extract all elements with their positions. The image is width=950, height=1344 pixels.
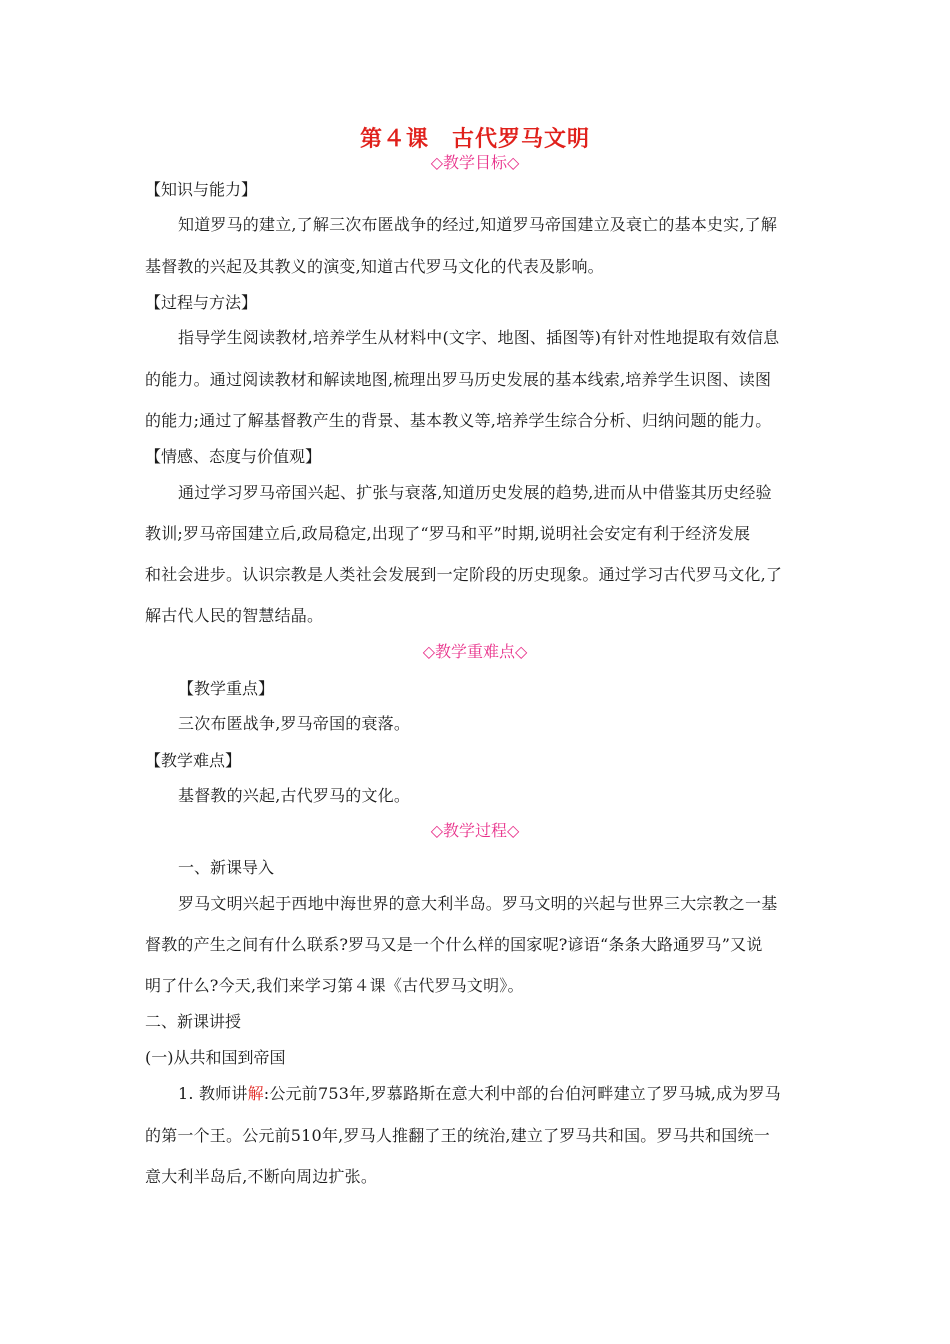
- difficulty-heading: ◇教学重难点◇: [422, 642, 528, 661]
- intro-line: 罗马文明兴起于西地中海世界的意大利半岛。罗马文明的兴起与世界三大宗教之一基: [178, 894, 778, 913]
- knowledge-line: 基督教的兴起及其教义的演变,知道古代罗马文化的代表及影响。: [145, 257, 604, 276]
- teacher-line-first: [178, 1081, 781, 1104]
- teacher-line: 的第一个王。公元前510年,罗马人推翻了王的统治,建立了罗马共和国。罗马共和国统一: [145, 1126, 770, 1145]
- knowledge-label: 【知识与能力】: [145, 180, 258, 199]
- emotion-line: 通过学习罗马帝国兴起、扩张与衰落,知道历史发展的趋势,进而从中借鉴其历史经验: [178, 483, 772, 502]
- teacher-prefix: 1. 教师讲: [178, 1084, 248, 1103]
- key-point-text: 三次布匿战争,罗马帝国的衰落。: [178, 714, 411, 733]
- teacher-line: 意大利半岛后,不断向周边扩张。: [145, 1167, 378, 1186]
- emotion-line: 和社会进步。认识宗教是人类社会发展到一定阶段的历史现象。通过学习古代罗马文化,了: [145, 565, 783, 584]
- emotion-line: 教训;罗马帝国建立后,政局稳定,出现了“罗马和平”时期,说明社会安定有利于经济发展: [145, 524, 751, 543]
- hard-point-label: 【教学难点】: [145, 751, 242, 770]
- process-line: 的能力;通过了解基督教产生的背景、基本教义等,培养学生综合分析、归纳问题的能力。: [145, 411, 772, 430]
- new-lesson-label: 二、新课讲授: [145, 1012, 242, 1031]
- emotion-line: 解古代人民的智慧结晶。: [145, 606, 324, 625]
- process-line: 指导学生阅读教材,培养学生从材料中(文字、地图、插图等)有针对性地提取有效信息: [178, 328, 780, 347]
- knowledge-line: 知道罗马的建立,了解三次布匿战争的经过,知道罗马帝国建立及衰亡的基本史实,了解: [178, 215, 778, 234]
- intro-line: 督教的产生之间有什么联系?罗马又是一个什么样的国家呢?谚语“条条大路通罗马”又说: [145, 935, 763, 954]
- process-label: 【过程与方法】: [145, 293, 258, 312]
- key-point-label: 【教学重点】: [178, 679, 275, 698]
- hard-point-text: 基督教的兴起,古代罗马的文化。: [178, 786, 411, 805]
- intro-line: 明了什么?今天,我们来学习第４课《古代罗马文明》。: [145, 976, 524, 995]
- process-line: 的能力。通过阅读教材和解读地图,梳理出罗马历史发展的基本线索,培养学生识图、读图: [145, 370, 772, 389]
- intro-label: 一、新课导入: [178, 858, 275, 877]
- process-heading: ◇教学过程◇: [430, 821, 520, 840]
- subsection-label: (一)从共和国到帝国: [145, 1048, 286, 1067]
- emotion-label: 【情感、态度与价值观】: [145, 447, 322, 466]
- teacher-prefix-highlight: 解: [247, 1084, 264, 1103]
- teacher-first-rest: :公元前753年,罗慕路斯在意大利中部的台伯河畔建立了罗马城,成为罗马: [263, 1084, 781, 1103]
- goals-heading: ◇教学目标◇: [430, 153, 520, 172]
- lesson-title: 第４课 古代罗马文明: [359, 126, 590, 152]
